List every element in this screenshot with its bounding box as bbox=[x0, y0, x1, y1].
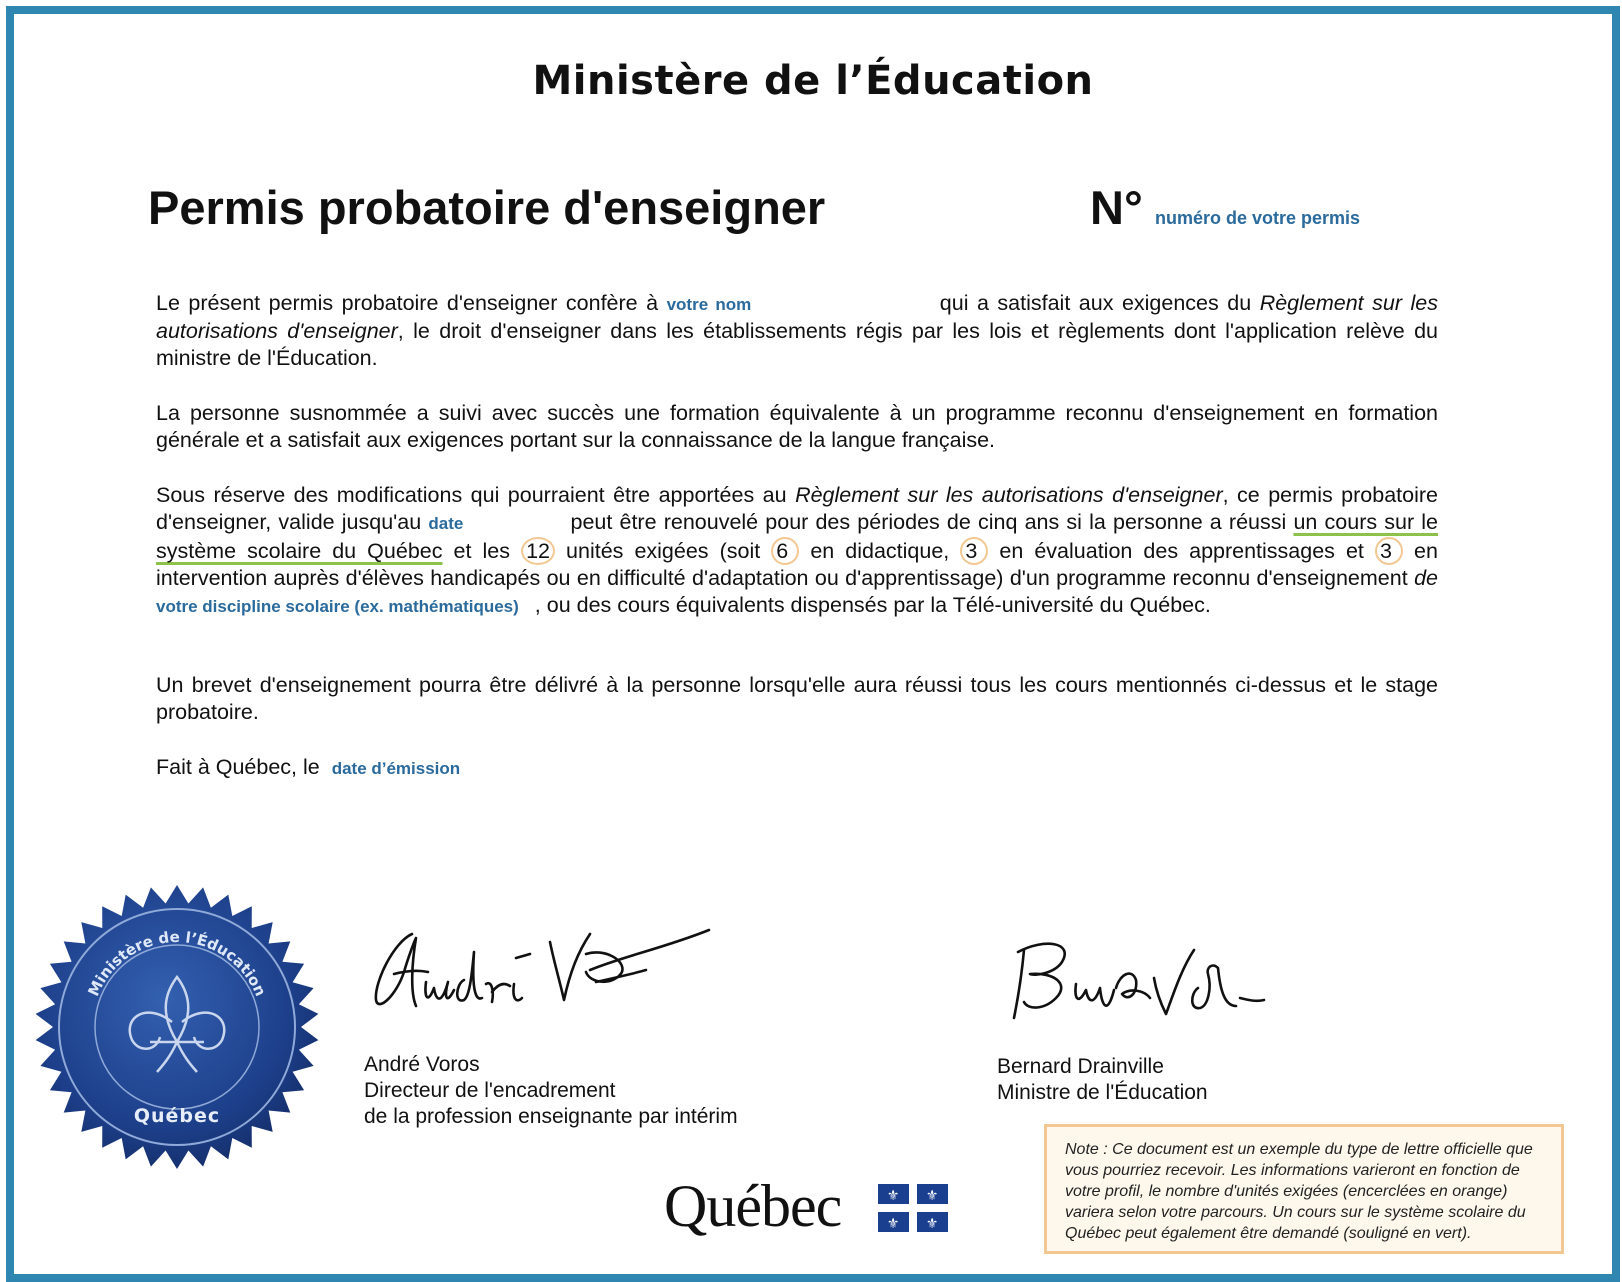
svg-text:⚜: ⚜ bbox=[886, 1188, 900, 1204]
units-total-circled: 12 bbox=[521, 537, 555, 565]
place-date-line: Fait à Québec, le date d’émission bbox=[156, 755, 461, 779]
signer-title: Ministre de l'Éducation bbox=[997, 1081, 1208, 1104]
permit-page bbox=[14, 14, 1612, 1274]
paragraph-training: La personne susnommée a suivi avec succès une formation équivalente à un programme reconnu d'enseignement en formation générale et a satisfait aux exigences portant sur la connaissance de la langue française. bbox=[156, 401, 1438, 452]
permit-number-label: N° bbox=[1090, 181, 1143, 234]
document-frame bbox=[6, 6, 1620, 1282]
ministry-seal-icon bbox=[32, 882, 322, 1172]
example-note: Note : Ce document est un exemple du type de lettre officielle que vous pourriez recevoir. Les informations varieront en fonction de votre profil, le nombre d'unités exigées (encerclées en orange) variera selon votre parcours. Un cours sur le système scolaire du Québec peut également être demandé (souligné en vert). bbox=[1044, 1124, 1564, 1254]
svg-text:Ministère de l’Éducation: Ministère de l’Éducation bbox=[84, 927, 270, 999]
required-course-underlined: un cours sur le système scolaire du Québec bbox=[156, 510, 1439, 563]
name-field: votre nom bbox=[666, 295, 752, 314]
issue-date-field: date d’émission bbox=[331, 759, 461, 778]
svg-text:⚜: ⚜ bbox=[925, 1216, 939, 1232]
svg-text:⚜: ⚜ bbox=[925, 1188, 939, 1204]
signer-andre-voros bbox=[364, 1052, 738, 1130]
units-evaluation-circled: 3 bbox=[960, 537, 988, 565]
permit-number-field: numéro de votre permis bbox=[1155, 208, 1361, 228]
quebec-wordmark: Québec bbox=[664, 1173, 842, 1239]
svg-text:⚜: ⚜ bbox=[886, 1216, 900, 1232]
regulation-title: Règlement sur les autorisations d'enseigner bbox=[156, 291, 1438, 343]
signer-name: André Voros bbox=[364, 1053, 480, 1076]
discipline-field: votre discipline scolaire (ex. mathématiques) bbox=[156, 597, 519, 616]
signer-title-line: de la profession enseignante par intérim bbox=[364, 1105, 738, 1128]
svg-text:Québec: Québec bbox=[133, 1105, 221, 1127]
regulation-title: Règlement sur les autorisations d'enseigner bbox=[795, 483, 1223, 507]
signature-bernard-drainville-icon bbox=[1004, 928, 1274, 1028]
validity-date-field: date bbox=[428, 514, 464, 533]
signature-andre-voros-icon bbox=[364, 912, 734, 1022]
signer-bernard-drainville bbox=[997, 1054, 1208, 1106]
signer-title-line: Directeur de l'encadrement bbox=[364, 1079, 616, 1102]
ministry-header: Ministère de l’Éducation bbox=[532, 58, 1094, 104]
paragraph-grant: Le présent permis probatoire d'enseigner confère à votre nom qui a satisfait aux exigences du Règlement sur les autorisations d'enseigner, le droit d'enseigner dans les établissements régis par les lois et règlements dont l'application relève du ministre de l'Éducation. bbox=[156, 291, 1439, 370]
paragraph-conditions: Sous réserve des modifications qui pourraient être apportées au Règlement sur les autorisations d'enseigner, ce permis probatoire d'enseigner, valide jusqu'au date peut être renouvelé pour des périodes de cinq ans si la personne a réussi un cours sur le système scolaire du Québec et les 12 unités exigées (soit 6 en didactique, 3 en évaluation des apprentissages et 3 en intervention auprès d'élèves handicapés ou en difficulté d'adaptation ou d'apprentissage) d'un programme reconnu d'enseignement de votre discipline scolaire (ex. mathématiques) , ou des cours équivalents dispensés par la Télé-université du Québec. bbox=[156, 483, 1439, 617]
quebec-flag-icon bbox=[878, 1184, 948, 1232]
units-intervention-circled: 3 bbox=[1375, 537, 1403, 565]
paragraph-brevet: Un brevet d'enseignement pourra être délivré à la personne lorsqu'elle aura réussi tous les cours mentionnés ci-dessus et le stage probatoire. bbox=[156, 673, 1438, 724]
signer-name: Bernard Drainville bbox=[997, 1055, 1164, 1078]
document-title: Permis probatoire d'enseigner bbox=[148, 181, 826, 234]
units-didactics-circled: 6 bbox=[771, 537, 799, 565]
